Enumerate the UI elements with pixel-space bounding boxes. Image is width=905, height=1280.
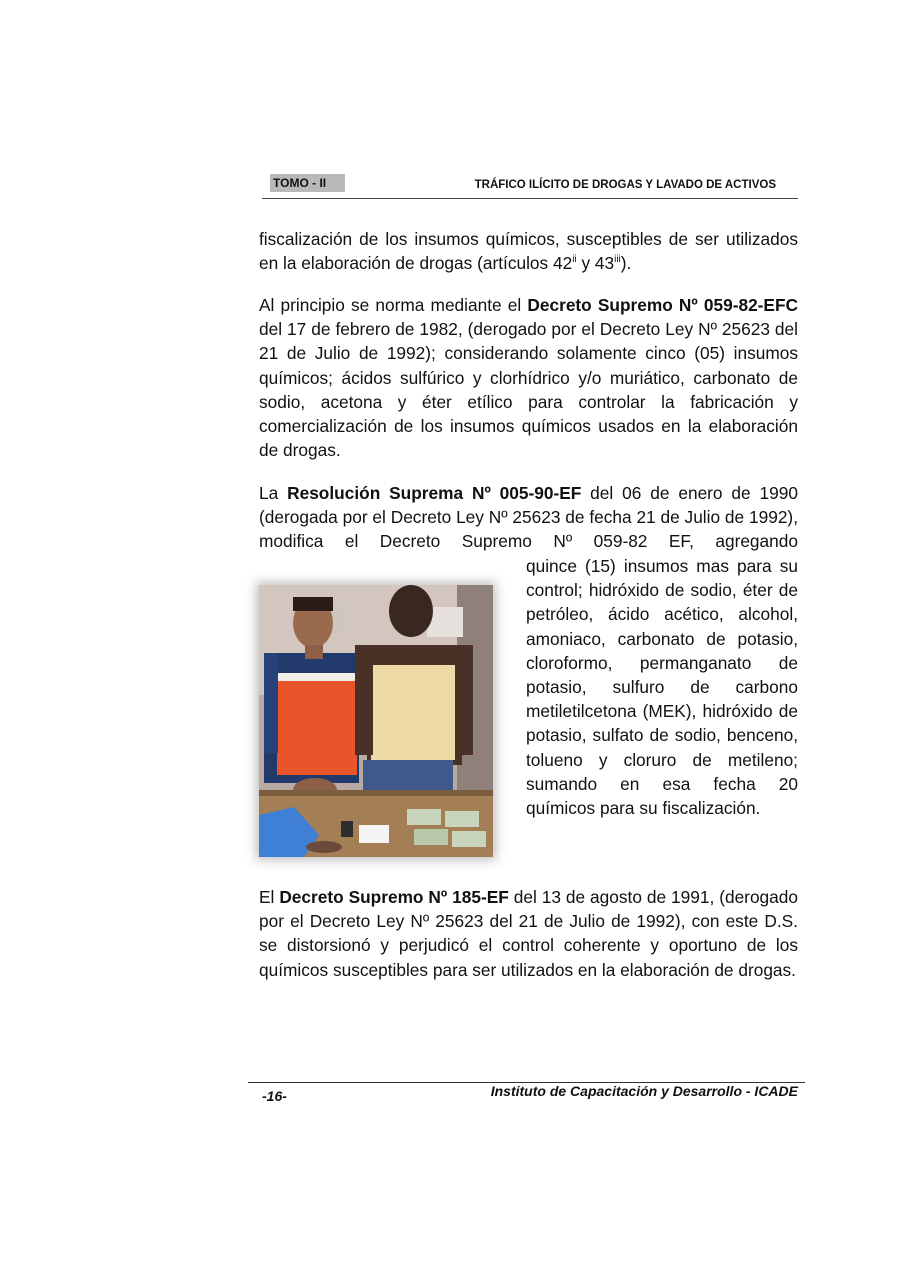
page-header	[262, 172, 798, 199]
paragraph-3-column: quince (15) insumos mas para su control; hidróxido de sodio, éter de petróleo, ácido acético, alcohol, amoniaco, carbonato de potasio, cloroformo, permanganato de potasio, sulfuro de carbono metiletilcetona (MEK), hidróxido de potasio, sulfato de sodio, benceno, tolueno y cloruro de metileno; sumando en esa fecha 20 químicos para su fiscalización.	[526, 556, 798, 819]
page-number: -16-	[262, 1088, 287, 1104]
volume-label: TOMO - II	[270, 174, 345, 192]
paragraph-1: fiscalización de los insumos químicos, susceptibles de ser utilizados en la elaboración de drogas (artículos 42$^{ii}$ y 43$^{iii}$).	[259, 229, 798, 274]
paragraph-4: El Decreto Supremo Nº 185-EF del 13 de agosto de 1991, (derogado por el Decreto Ley Nº 25623 del 21 de Julio de 1992), con este D.S. se distorsionó y perjudicó el control coherente y oportuno de los químicos susceptibles para ser utilizados en la elaboración de drogas.	[259, 887, 798, 980]
header-title: TRÁFICO ILÍCITO DE DROGAS Y LAVADO DE ACTIVOS	[474, 179, 776, 191]
arrest-photo	[259, 585, 493, 857]
paragraph-3: La Resolución Suprema Nº 005-90-EF del 06 de enero de 1990 (derogada por el Decreto Ley Nº 25623 de fecha 21 de Julio de 1992), modifica el Decreto Supremo Nº 059-82 EF, agregando	[259, 483, 798, 552]
paragraph-2: Al principio se norma mediante el Decreto Supremo Nº 059-82-EFC del 17 de febrero de 1982, (derogado por el Decreto Ley Nº 25623 del 21 de Julio de 1992); considerando solamente cinco (05) insumos químicos; ácidos sulfúrico y clorhídrico y/o muriático, carbonato de sodio, acetona y éter etílico para controlar la fabricación y comercialización de los insumos químicos usados en la elaboración de drogas.	[259, 295, 798, 461]
footer-institute: Instituto de Capacitación y Desarrollo - ICADE	[490, 1083, 798, 1099]
